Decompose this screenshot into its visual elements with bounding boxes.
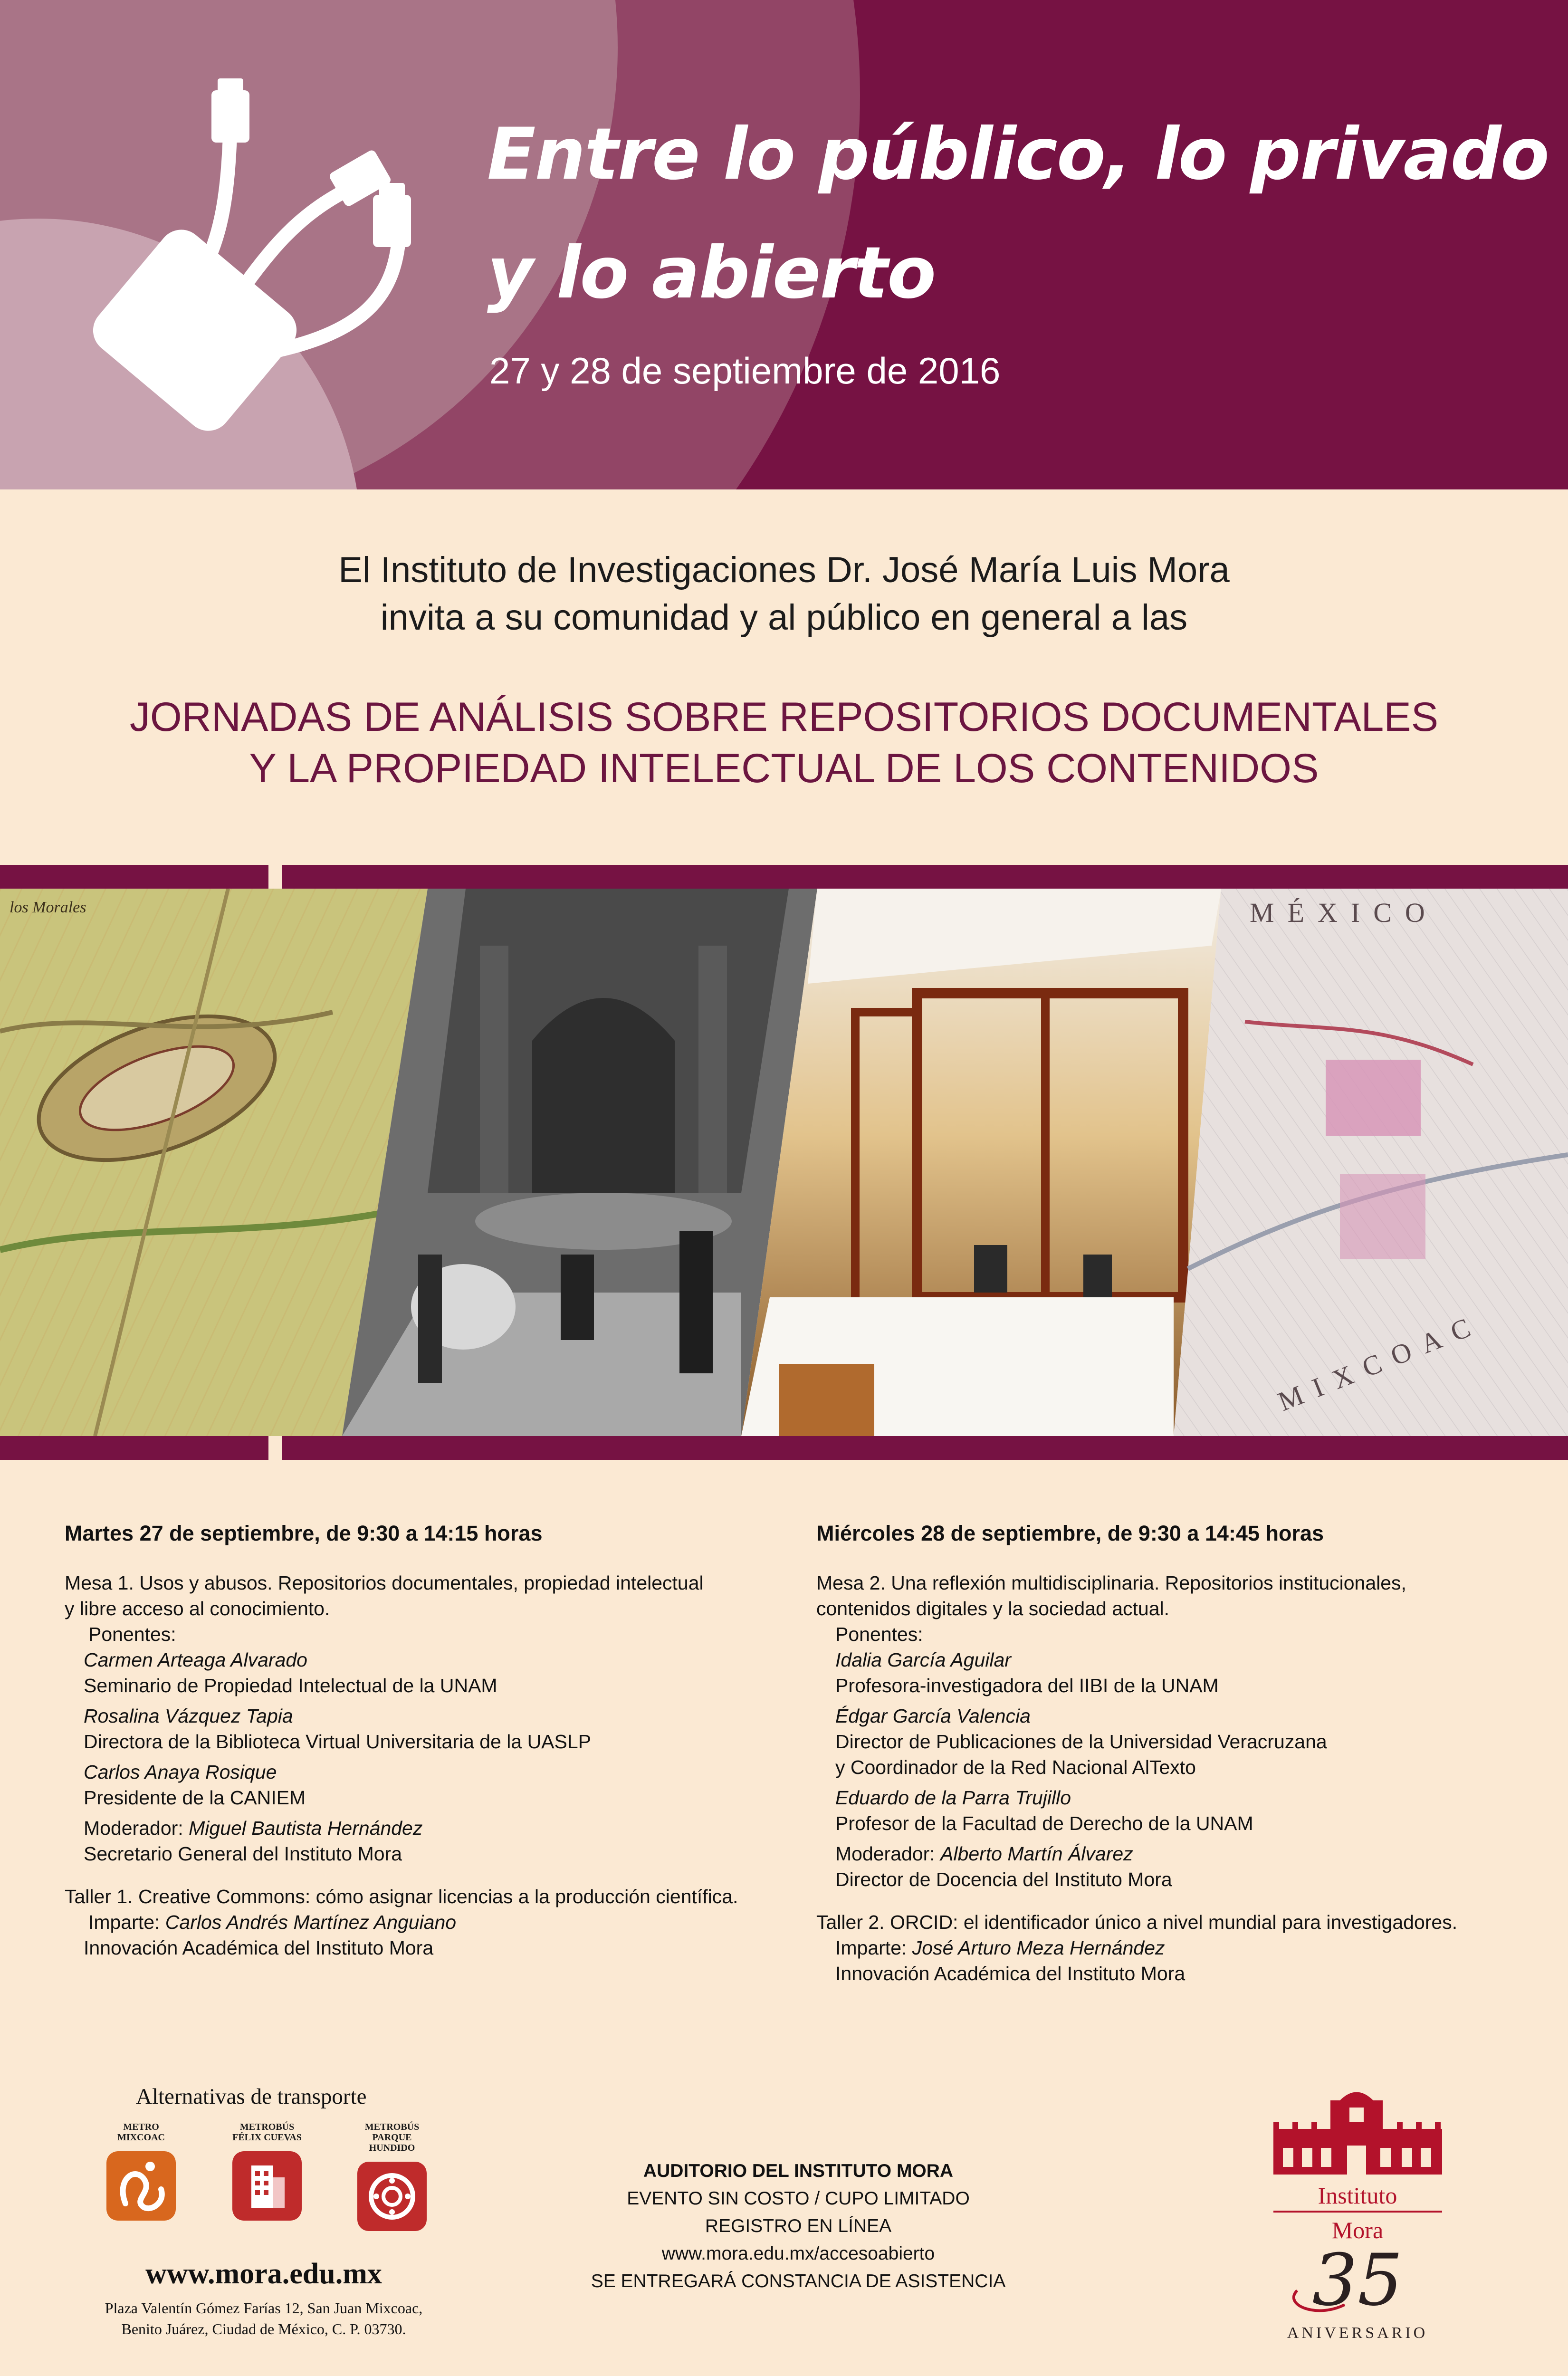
imparte-label: Imparte:: [88, 1911, 160, 1933]
page-title: [487, 95, 1556, 333]
transport-station: [352, 2122, 432, 2233]
mesa-1-line-1: Mesa 1. Usos y abusos. Repositorios documentales, propiedad intelectual: [65, 1572, 704, 1594]
logo-subtitle: ANIVERSARIO: [1287, 2324, 1428, 2342]
speaker-role: Profesora-investigadora del IIBI de la UNAM: [835, 1675, 1219, 1696]
registration-url[interactable]: www.mora.edu.mx/accesoabierto: [661, 2243, 935, 2264]
metro-mixcoac-icon: [106, 2151, 176, 2221]
speaker-role: Director de Publicaciones de la Universidad Veracruzana: [835, 1731, 1327, 1753]
moderator-name: Alberto Martín Álvarez: [940, 1843, 1133, 1865]
transport-station: [227, 2122, 307, 2223]
imparte-role: Innovación Académica del Instituto Mora: [84, 1937, 434, 1959]
ponentes-label: Ponentes:: [835, 1623, 923, 1645]
header-banner: [0, 0, 1568, 489]
photo-band-bottom-bar: [0, 1436, 1568, 1460]
speaker-name: Eduardo de la Parra Trujillo: [835, 1787, 1071, 1809]
day-1-heading: Martes 27 de septiembre, de 9:30 a 14:15 horas: [65, 1521, 543, 1545]
speaker-name: Carmen Arteaga Alvarado: [84, 1649, 307, 1671]
usb-connectors-icon: [67, 71, 437, 437]
imparte-name: José Arturo Meza Hernández: [912, 1937, 1165, 1959]
taller-1: Taller 1. Creative Commons: cómo asignar licencias a la producción científica.: [65, 1886, 738, 1907]
moderator-label: Moderador:: [835, 1843, 935, 1865]
photo-band-top-gap: [268, 865, 282, 889]
event-title: [0, 691, 1568, 794]
map-label-mexico: MÉXICO: [1250, 897, 1438, 928]
metrobus-parque-hundido-icon: [357, 2162, 427, 2231]
map-label-mixcoac: MIXCOAC: [1273, 1307, 1486, 1418]
speaker-name: Édgar García Valencia: [835, 1705, 1031, 1727]
event-date: 27 y 28 de septiembre de 2016: [489, 350, 1001, 392]
metrobus-felix-cuevas-icon: [232, 2151, 302, 2221]
speaker-role: Seminario de Propiedad Intelectual de la UNAM: [84, 1675, 497, 1696]
moderator-role: Director de Docencia del Instituto Mora: [835, 1868, 1172, 1890]
library-reading-room-photo: [741, 889, 1221, 1436]
invitation-line-1: El Instituto de Investigaciones Dr. José María Luis Mora: [338, 550, 1230, 590]
invitation-line-2: invita a su comunidad y al público en general a las: [380, 597, 1188, 638]
program-day-2: [816, 1521, 1558, 1986]
logo-line-2: Mora: [1331, 2217, 1384, 2243]
moderator-line: [65, 1815, 806, 1841]
station-line-2: MIXCOAC: [117, 2132, 165, 2143]
address-line-2: Benito Juárez, Ciudad de México, C. P. 03730.: [121, 2320, 406, 2338]
instituto-mora-building-logo: [1264, 2081, 1454, 2347]
mesa-2-line-1: Mesa 2. Una reflexión multidisciplinaria. Repositorios institucionales,: [816, 1572, 1406, 1594]
imparte-role: Innovación Académica del Instituto Mora: [835, 1963, 1186, 1984]
title-line-2: y lo abierto: [487, 232, 936, 315]
station-line-2: FÉLIX CUEVAS: [232, 2132, 302, 2143]
moderator-line: [816, 1841, 1558, 1867]
event-title-line-1: JORNADAS DE ANÁLISIS SOBRE REPOSITORIOS DOCUMENTALES: [129, 694, 1439, 740]
program-day-1: [65, 1521, 806, 1961]
speaker-name: Rosalina Vázquez Tapia: [84, 1705, 293, 1727]
website-link[interactable]: www.mora.edu.mx: [145, 2258, 382, 2290]
station-line-1: METROBÚS: [364, 2122, 420, 2132]
speaker-name: Idalia García Aguilar: [835, 1649, 1011, 1671]
station-line-2: PARQUE HUNDIDO: [369, 2132, 415, 2153]
moderator-name: Miguel Bautista Hernández: [189, 1817, 423, 1839]
event-details: [561, 2157, 1036, 2295]
certificate-note: SE ENTREGARÁ CONSTANCIA DE ASISTENCIA: [591, 2271, 1006, 2291]
speaker-role: Presidente de la CANIEM: [84, 1787, 306, 1809]
speaker-role: Profesor de la Facultad de Derecho de la UNAM: [835, 1812, 1253, 1834]
event-title-line-2: Y LA PROPIEDAD INTELECTUAL DE LOS CONTENIDOS: [249, 746, 1319, 791]
address-line-1: Plaza Valentín Gómez Farías 12, San Juan Mixcoac,: [105, 2299, 423, 2317]
mesa-2-line-2: contenidos digitales y la sociedad actual.: [816, 1598, 1170, 1619]
photo-band-top-bar: [0, 865, 1568, 889]
title-line-1: Entre lo público, lo privado: [487, 113, 1549, 196]
instituto-mora-logo: [1264, 2081, 1454, 2347]
moderator-role: Secretario General del Instituto Mora: [84, 1843, 402, 1865]
imparte-line: [816, 1935, 1558, 1961]
venue: AUDITORIO DEL INSTITUTO MORA: [643, 2161, 954, 2181]
map-label-morales: los Morales: [10, 899, 86, 916]
logo-line-1: Instituto: [1318, 2182, 1397, 2209]
photo-band-bottom-gap: [268, 1436, 282, 1460]
imparte-line: [65, 1909, 806, 1935]
station-line-1: METROBÚS: [239, 2122, 295, 2132]
registration-note: REGISTRO EN LÍNEA: [705, 2216, 892, 2236]
ponentes-label: Ponentes:: [88, 1623, 176, 1645]
taller-2: Taller 2. ORCID: el identificador único a nivel mundial para investigadores.: [816, 1911, 1458, 1933]
photo-collage: [0, 889, 1568, 1436]
day-2-heading: Miércoles 28 de septiembre, de 9:30 a 14:45 horas: [816, 1521, 1324, 1545]
imparte-label: Imparte:: [835, 1937, 907, 1959]
speaker-role: Directora de la Biblioteca Virtual Universitaria de la UASLP: [84, 1731, 592, 1753]
logo-number: 35: [1312, 2239, 1403, 2322]
cost-note: EVENTO SIN COSTO / CUPO LIMITADO: [627, 2188, 970, 2209]
antique-map-mexico-image: [1174, 889, 1568, 1436]
speaker-name: Carlos Anaya Rosique: [84, 1761, 277, 1783]
speaker-role: y Coordinador de la Red Nacional AlTexto: [835, 1756, 1196, 1778]
transport-title: Alternativas de transporte: [136, 2084, 367, 2109]
moderator-label: Moderador:: [84, 1817, 183, 1839]
mesa-1-line-2: y libre acceso al conocimiento.: [65, 1598, 330, 1619]
station-line-1: METRO: [123, 2122, 159, 2132]
address: [0, 2298, 527, 2339]
transport-station: [101, 2122, 182, 2223]
invitation-text: [0, 546, 1568, 642]
imparte-name: Carlos Andrés Martínez Anguiano: [165, 1911, 457, 1933]
